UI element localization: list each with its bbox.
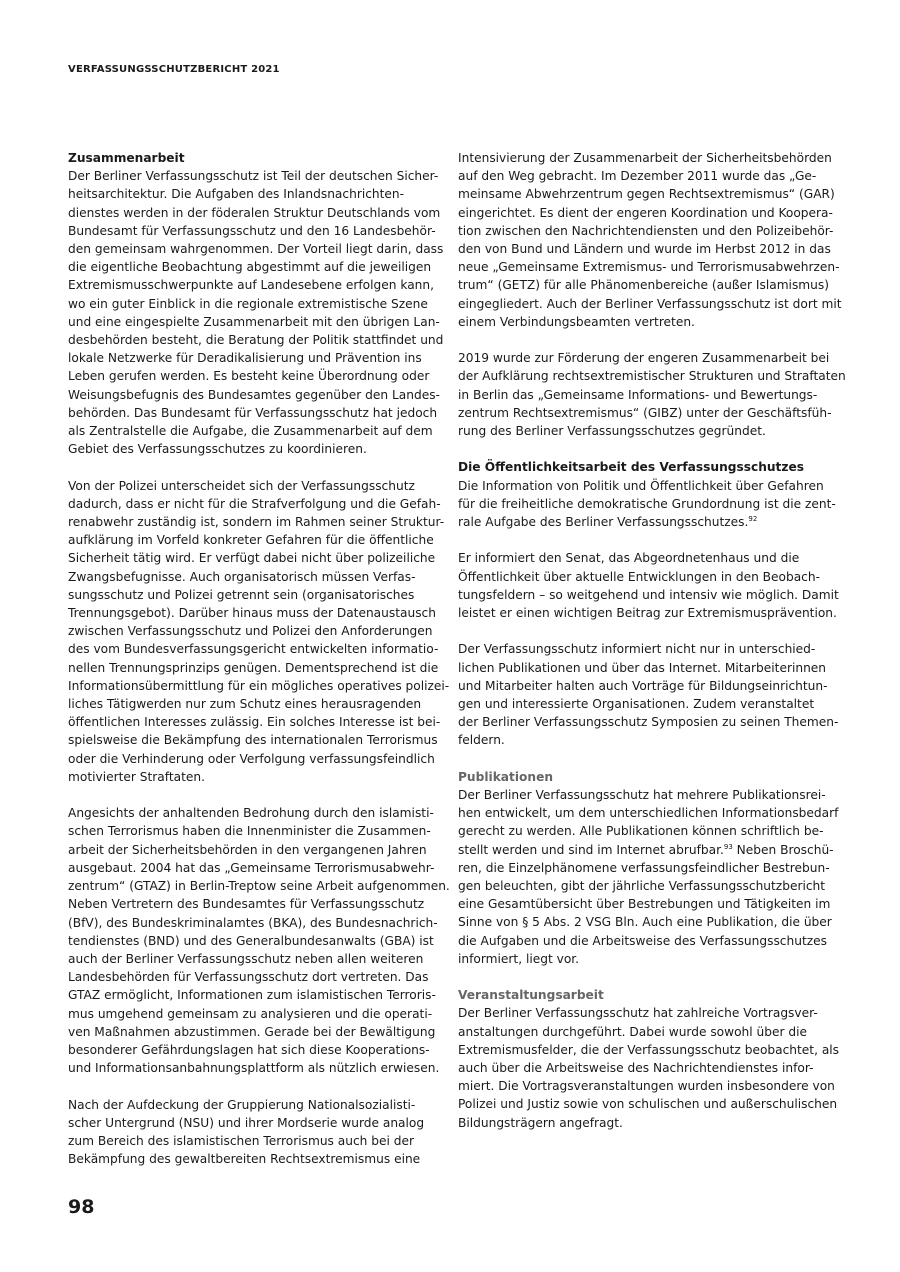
paragraph-information-politik-lines <box>458 477 838 529</box>
text-line: Trennungsgebot). Darüber hinaus muss der Datenaustausch <box>68 606 436 621</box>
text-line: scher Untergrund (NSU) und ihrer Mordserie wurde analog <box>68 1115 425 1130</box>
text-line: Zwangsbefugnisse. Auch organisatorisch müssen Verfas- <box>68 569 416 584</box>
text-line: Nach der Aufdeckung der Gruppierung Nationalsozialisti- <box>68 1097 416 1112</box>
text-line: motivierter Straftaten. <box>68 769 205 784</box>
heading-zusammenarbeit: Zusammenarbeit <box>68 151 185 165</box>
text-line: und Informationsanbahnungsplattform als nützlich erwiesen. <box>68 1061 440 1076</box>
text-line: Der Berliner Verfassungsschutz hat mehrere Publikationsrei- <box>458 788 826 803</box>
text-line: feldern. <box>458 733 505 748</box>
text-line: Bildungsträgern angefragt. <box>458 1115 623 1130</box>
text-line: anstaltungen durchgeführt. Dabei wurde sowohl über die <box>458 1024 807 1039</box>
page-number: 98 <box>68 1196 95 1218</box>
text-line: desbehörden besteht, die Beratung der Politik stattfindet und <box>68 333 444 348</box>
text-line: gerecht zu werden. Alle Publikationen können schriftlich be- <box>458 824 824 839</box>
paragraph-veranstaltungsarbeit <box>458 1004 838 1131</box>
paragraph-gibz <box>458 349 846 440</box>
text-line: Von der Polizei unterscheidet sich der Verfassungsschutz <box>68 478 415 493</box>
text-line: des vom Bundesverfassungsgericht entwickelten informatio- <box>68 642 439 657</box>
text-line: auch der Berliner Verfassungsschutz neben allen weiteren <box>68 951 424 966</box>
text-line: die Aufgaben und die Arbeitsweise des Verfassungsschutzes <box>458 933 827 948</box>
text-line: für die freiheitliche demokratische Grundordnung ist die zent- <box>458 496 836 511</box>
text-line: den gemeinsam wahrgenommen. Der Vorteil liegt darin, dass <box>68 242 444 257</box>
paragraph-vortraege <box>458 640 838 749</box>
publikationen-line-text-after: Neben Broschü- <box>732 842 834 857</box>
text-line: 2019 wurde zur Förderung der engeren Zusammenarbeit bei <box>458 351 830 366</box>
text-line: Weisungsbefugnis des Bundesamtes gegenüber den Landes- <box>68 387 440 402</box>
text-line: Der Verfassungsschutz informiert nicht nur in unterschied- <box>458 642 816 657</box>
text-line: zentrum“ (GTAZ) in Berlin-Treptow seine Arbeit aufgenommen. <box>68 879 450 894</box>
publikationen-lines-after <box>458 859 838 968</box>
text-line: Extremismusschwerpunkte auf Landesebene erfolgen kann, <box>68 278 434 293</box>
text-line: öffentlichen Interesses zulässig. Ein solches Interesse ist bei- <box>68 715 441 730</box>
text-line: lichen Publikationen und über das Internet. Mitarbeiterinnen <box>458 660 827 675</box>
paragraph-senat <box>458 549 838 622</box>
text-line: nellen Trennungsprinzips genügen. Dementsprechend ist die <box>68 660 439 675</box>
subheading-veranstaltungsarbeit: Veranstaltungsarbeit <box>458 988 604 1003</box>
text-line: oder die Verhinderung oder Verfolgung verfassungsfeindlich <box>68 751 435 766</box>
text-line: mus umgehend gemeinsam zu analysieren und die operati- <box>68 1006 433 1021</box>
text-line: zentrum Rechtsextremismus“ (GIBZ) unter der Geschäftsfüh- <box>458 405 832 420</box>
text-line: die eigentliche Beobachtung abgestimmt auf die jeweiligen <box>68 260 432 275</box>
text-line: wo ein guter Einblick in die regionale extremistische Szene <box>68 296 428 311</box>
text-line: hen entwickelt, um dem unterschiedlichen Informationsbedarf <box>458 806 839 821</box>
text-line: Der Berliner Verfassungsschutz ist Teil der deutschen Sicher- <box>68 169 439 184</box>
running-header: VERFASSUNGSSCHUTZBERICHT 2021 <box>68 64 280 75</box>
text-line: eine Gesamtübersicht über Bestrebungen und Tätigkeiten im <box>458 897 831 912</box>
text-line: aufklärung im Vorfeld konkreter Gefahren für die öffentliche <box>68 533 434 548</box>
text-line: Er informiert den Senat, das Abgeordnetenhaus und die <box>458 551 800 566</box>
paragraph-publikationen <box>458 786 838 968</box>
text-line: Informationsübermittlung für ein mögliches operatives polizei- <box>68 678 450 693</box>
paragraph-gar-getz <box>458 149 842 331</box>
text-line: in Berlin das „Gemeinsame Informations- und Bewertungs- <box>458 387 818 402</box>
text-line: arbeit der Sicherheitsbehörden in den vergangenen Jahren <box>68 842 427 857</box>
text-line: und Mitarbeiter halten auch Vorträge für Bildungseinrichtun- <box>458 678 828 693</box>
text-line: Gebiet des Verfassungsschutzes zu koordinieren. <box>68 442 367 457</box>
text-line: Sinne von § 5 Abs. 2 VSG Bln. Auch eine Publikation, die über <box>458 915 832 930</box>
text-line: ven Maßnahmen abzustimmen. Gerade bei der Bewältigung <box>68 1024 436 1039</box>
text-line: der Aufklärung rechtsextremistischer Strukturen und Straftaten <box>458 369 846 384</box>
text-line: tendienstes (BND) und des Generalbundesanwalts (GBA) ist <box>68 933 434 948</box>
text-line: eingegliedert. Auch der Berliner Verfassungsschutz ist dort mit <box>458 296 842 311</box>
text-line: tion zwischen den Nachrichtendiensten und den Polizeibehör- <box>458 223 834 238</box>
paragraph-gtaz <box>68 804 448 1077</box>
paragraph-information-politik <box>458 477 838 532</box>
heading-oeffentlichkeitsarbeit: Die Öffentlichkeitsarbeit des Verfassungsschutzes <box>458 460 804 475</box>
paragraph-polizei-trennung <box>68 477 448 786</box>
text-line: und eine eingespielte Zusammenarbeit mit den übrigen Lan- <box>68 314 440 329</box>
text-line: den von Bund und Ländern und wurde im Herbst 2012 in das <box>458 242 831 257</box>
text-line: (BfV), des Bundeskriminalamtes (BKA), des Bundesnachrich- <box>68 915 438 930</box>
text-line: Polizei und Justiz sowie von schulischen und außerschulischen <box>458 1097 838 1112</box>
publikationen-lines-before <box>458 786 838 841</box>
text-line: dadurch, dass er nicht für die Strafverfolgung und die Gefah- <box>68 496 441 511</box>
text-line: heitsarchitektur. Die Aufgaben des Inlandsnachrichten- <box>68 187 405 202</box>
text-line: Bekämpfung des gewaltbereiten Rechtsextremismus eine <box>68 1152 421 1167</box>
footnote-93: 93 <box>723 842 733 851</box>
text-line: informiert, liegt vor. <box>458 951 580 966</box>
text-line: ren, die Einzelphänomene verfassungsfeindlicher Bestrebun- <box>458 860 830 875</box>
text-line: Die Information von Politik und Öffentlichkeit über Gefahren <box>458 478 824 493</box>
text-line: zwischen Verfassungsschutz und Polizei den Anforderungen <box>68 624 433 639</box>
text-line: Leben gerufen werden. Es besteht keine Überordnung oder <box>68 369 430 384</box>
text-line: Öffentlichkeit über aktuelle Entwicklungen in den Beobach- <box>458 569 821 584</box>
text-line: Der Berliner Verfassungsschutz hat zahlreiche Vortragsver- <box>458 1006 818 1021</box>
publikationen-line-text-before: stellt werden und sind im Internet abrufbar. <box>458 842 724 857</box>
text-line: lokale Netzwerke für Deradikalisierung und Prävention ins <box>68 351 422 366</box>
footnote-92: 92 <box>748 514 758 523</box>
text-line: renabwehr zuständig ist, sondern im Rahmen seiner Struktur- <box>68 515 445 530</box>
text-line: schen Terrorismus haben die Innenminister die Zusammen- <box>68 824 431 839</box>
text-line: trum“ (GETZ) für alle Phänomenbereiche (außer Islamismus) <box>458 278 829 293</box>
text-line: eingerichtet. Es dient der engeren Koordination und Koopera- <box>458 205 833 220</box>
right-column <box>458 149 846 1132</box>
text-line: rale Aufgabe des Berliner Verfassungsschutzes. <box>458 515 749 530</box>
text-line: ausgebaut. 2004 hat das „Gemeinsame Terrorismusabwehr- <box>68 860 435 875</box>
text-line: als Zentralstelle die Aufgabe, die Zusammenarbeit auf dem <box>68 424 433 439</box>
text-line: gen und interessierte Organisationen. Zudem veranstaltet <box>458 697 815 712</box>
text-line: Extremismusfelder, die der Verfassungsschutz beobachtet, als <box>458 1042 840 1057</box>
text-line: Intensivierung der Zusammenarbeit der Sicherheitsbehörden <box>458 151 832 165</box>
text-line: Angesichts der anhaltenden Bedrohung durch den islamisti- <box>68 806 434 821</box>
text-line: zum Bereich des islamistischen Terrorismus auch bei der <box>68 1133 415 1148</box>
text-line: Neben Vertretern des Bundesamtes für Verfassungsschutz <box>68 897 425 912</box>
text-line: leistet er einen wichtigen Beitrag zur Extremismusprävention. <box>458 606 837 621</box>
text-line: rung des Berliner Verfassungsschutzes gegründet. <box>458 424 766 439</box>
text-line: behörden. Das Bundesamt für Verfassungsschutz hat jedoch <box>68 405 438 420</box>
text-line: der Berliner Verfassungsschutz Symposien zu seinen Themen- <box>458 715 839 730</box>
text-line: tungsfeldern – so weitgehend und intensiv wie möglich. Damit <box>458 587 839 602</box>
text-line: dienstes werden in der föderalen Struktur Deutschlands vom <box>68 205 441 220</box>
text-line: neue „Gemeinsame Extremismus- und Terrorismusabwehrzen- <box>458 260 840 275</box>
text-line: besonderer Gefährdungslagen hat sich diese Kooperations- <box>68 1042 430 1057</box>
left-column <box>68 149 448 1168</box>
text-line: Landesbehörden für Verfassungsschutz dort vertreten. Das <box>68 970 429 985</box>
text-line: gen beleuchten, gibt der jährliche Verfassungsschutzbericht <box>458 879 826 894</box>
text-line: GTAZ ermöglicht, Informationen zum islamistischen Terroris- <box>68 988 436 1003</box>
publikationen-footnote-line <box>458 841 838 859</box>
text-line: auf den Weg gebracht. Im Dezember 2011 wurde das „Ge- <box>458 169 817 184</box>
paragraph-sicherheitsarchitektur <box>68 167 448 458</box>
paragraph-nsu <box>68 1096 448 1169</box>
text-line: miert. Die Vortragsveranstaltungen wurden insbesondere von <box>458 1079 835 1094</box>
text-line: liches Tätigwerden nur zum Schutz eines herausragenden <box>68 697 422 712</box>
text-line: einem Verbindungsbeamten vertreten. <box>458 314 695 329</box>
text-line: sungsschutz und Polizei getrennt sein (organisatorisches <box>68 587 415 602</box>
text-line: Bundesamt für Verfassungsschutz und den 16 Landesbehör- <box>68 223 436 238</box>
subheading-publikationen: Publikationen <box>458 769 554 784</box>
text-line: spielsweise die Bekämpfung des internationalen Terrorismus <box>68 733 438 748</box>
text-line: auch über die Arbeitsweise des Nachrichtendienstes infor- <box>458 1061 814 1076</box>
text-line: meinsame Abwehrzentrum gegen Rechtsextremismus“ (GAR) <box>458 187 835 202</box>
text-line: Sicherheit tätig wird. Er verfügt dabei nicht über polizeiliche <box>68 551 436 566</box>
